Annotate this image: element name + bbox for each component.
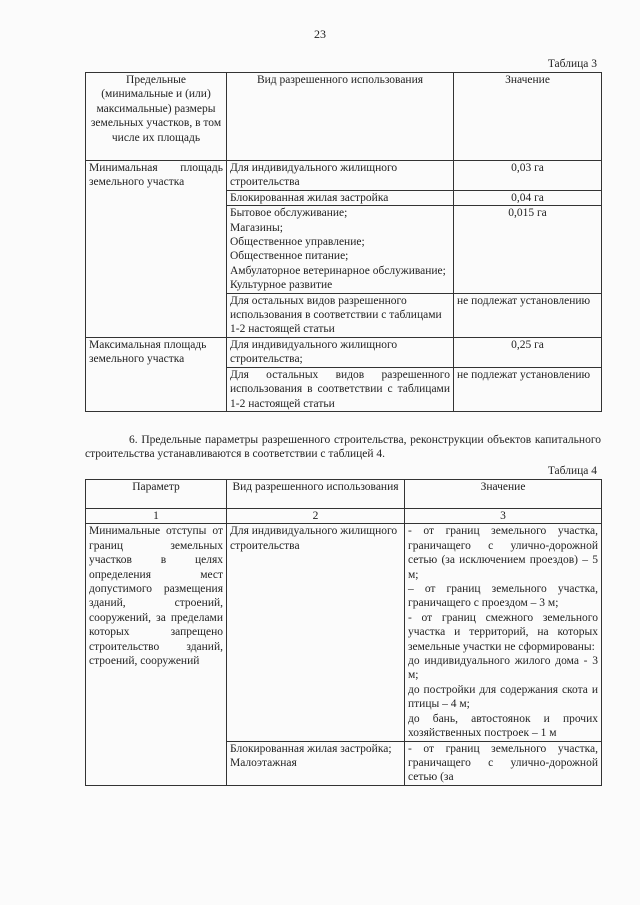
table4-cell-value-list: [405, 524, 602, 741]
table4-cell-use: Для индивидуального жилищного строительства: [227, 524, 405, 741]
list-item: Малоэтажная: [230, 756, 297, 769]
list-item: Общественное питание;: [230, 250, 349, 263]
table3-cell-value: не подлежат установлению: [454, 293, 602, 337]
table3-cell-value: 0,03 га: [454, 161, 602, 191]
table4-header-value: Значение: [405, 480, 602, 509]
list-item: - от границ земельного участка, граничащего с улично-дорожной сетью (за исключением проездов) – 5 м;: [408, 525, 598, 581]
list-item: Бытовое обслуживание;: [230, 207, 348, 220]
list-item: Магазины;: [230, 221, 283, 234]
table3-cell-value: не подлежат установлению: [454, 367, 602, 411]
list-item: Культурное развитие: [230, 279, 333, 292]
table3-cell-use-list: [227, 206, 454, 293]
table3-cell-use: Для остальных видов разрешенного использования в соответствии с таблицами 1-2 настоящей статьи: [227, 293, 454, 337]
table3-header-use: Вид разрешенного использования: [227, 73, 454, 161]
table3-cell-value: 0,015 га: [454, 206, 602, 293]
table4-param: Минимальные отступы от границ земельных участков в целях определения мест допустимого размещения зданий, строений, сооружений, за пределами которых запрещено строительство зданий, строений, сооружений: [86, 524, 227, 741]
table3-cell-use: Для индивидуального жилищного строительства: [227, 161, 454, 191]
table3-caption: Таблица 3: [547, 58, 597, 70]
table3-min-label: Минимальная площадь земельного участка: [86, 161, 227, 338]
paragraph-6: 6. Предельные параметры разрешенного строительства, реконструкции объектов капитального строительства устанавливаются в соответствии с таблицей 4.: [85, 434, 601, 461]
table3-cell-value: 0,25 га: [454, 337, 602, 367]
list-item: - от границ смежного земельного участка и территорий, на которых земельные участки не сформированы:: [408, 611, 598, 653]
table4-header-use: Вид разрешенного использования: [227, 480, 405, 509]
table4-col-number: 2: [227, 509, 405, 524]
table3-cell-use: Для индивидуального жилищного строительства;: [227, 337, 454, 367]
table3-cell-use: Блокированная жилая застройка: [227, 190, 454, 205]
table3-header-value: Значение: [454, 73, 602, 161]
table3: [85, 72, 602, 412]
list-item: до бань, автостоянок и прочих хозяйственных построек – 1 м: [408, 712, 598, 740]
list-item: Блокированная жилая застройка;: [230, 742, 392, 755]
list-item: Амбулаторное ветеринарное обслуживание;: [230, 264, 446, 277]
table4-param-continued: [86, 741, 227, 785]
page-number: 23: [314, 27, 326, 41]
table4-header-param: Параметр: [86, 480, 227, 509]
table4-col-number: 1: [86, 509, 227, 524]
table3-cell-use: Для остальных видов разрешенного использования в соответствии с таблицами 1-2 настоящей статьи: [227, 367, 454, 411]
table4-caption: Таблица 4: [547, 465, 597, 477]
table4-col-number: 3: [405, 509, 602, 524]
table3-header-size: Предельные (минимальные и (или) максимальные) размеры земельных участков, в том числе их площадь: [86, 73, 227, 161]
list-item: – от границ земельного участка, граничащего с проездом – 3 м;: [408, 583, 598, 610]
list-item: Общественное управление;: [230, 236, 365, 249]
table3-max-label: Максимальная площадь земельного участка: [86, 337, 227, 411]
list-item: до постройки для содержания скота и птицы – 4 м;: [408, 683, 598, 711]
table4-cell-use-list: [227, 741, 405, 785]
list-item: до индивидуального жилого дома - 3 м;: [408, 655, 598, 682]
table4: [85, 479, 602, 786]
table3-cell-value: 0,04 га: [454, 190, 602, 205]
table4-cell-value: - от границ земельного участка, граничащего с улично-дорожной сетью (за: [405, 741, 602, 785]
